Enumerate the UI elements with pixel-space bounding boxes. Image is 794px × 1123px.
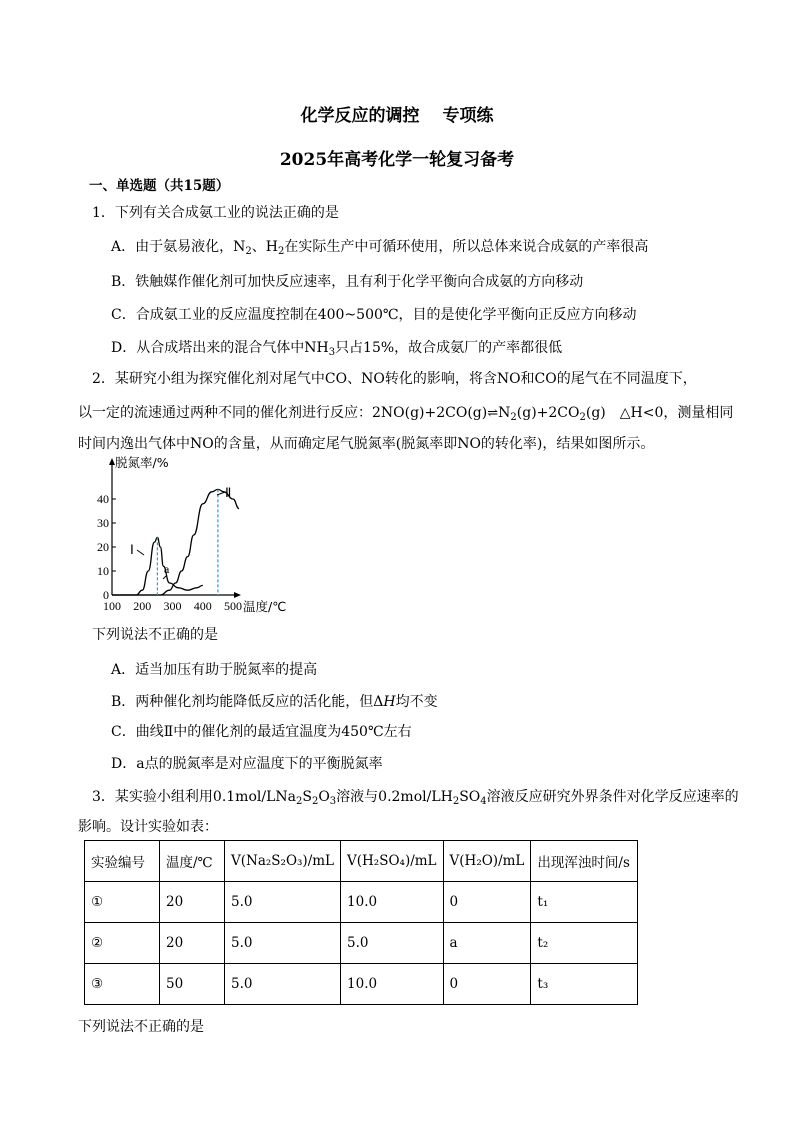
table-cell: t₃ [531,964,638,1005]
table-cell: t₂ [531,923,638,964]
q1-option-b: B．铁触媒作催化剂可加快反应速率，且有利于化学平衡向合成氨的方向移动 [111,274,584,290]
subscript: 2 [295,796,303,807]
table-cell: 20 [160,882,225,923]
table-cell: 0 [443,882,531,923]
section-heading: 一、单选题（共15题） [89,178,230,194]
page-title: 化学反应的调控 专项练 [300,106,494,126]
q2-prompt: 下列说法不正确的是 [92,627,218,643]
series-label-1: Ⅰ [130,542,134,557]
x-tick-label: 100 [103,599,121,613]
q1-option-d-text: D．从合成塔出来的混合气体中NH [111,340,329,356]
q2-line2-text: (g)+2CO [516,405,580,421]
q2-line2-text: N [498,405,511,421]
table-row [85,964,638,1005]
q3-line1-text: O [318,789,330,805]
table-cell: ② [85,923,160,964]
subscript: 2 [311,796,319,807]
y-tick-label: 10 [97,564,109,578]
series-label-2: Ⅱ [225,485,232,500]
table-cell: a [443,923,531,964]
equilibrium-arrow-icon: ⇌ [487,406,499,421]
subscript: 4 [480,796,487,807]
q2-option-b-text: H [383,694,396,710]
point-a-label: a [164,562,170,576]
subscript: 2 [510,412,517,423]
table-row [85,923,638,964]
table-cell: 10.0 [341,964,444,1005]
table-cell: 0 [443,964,531,1005]
table-header-cell: 出现浑浊时间/s [531,841,638,882]
table-row [85,882,638,923]
table-cell: 5.0 [225,923,341,964]
q3-prompt: 下列说法不正确的是 [78,1019,204,1035]
denitrification-chart [95,456,295,616]
table-cell: 5.0 [225,882,341,923]
q2-option-d: D．a点的脱氮率是对应温度下的平衡脱氮率 [111,756,383,772]
table-cell: t₁ [531,882,638,923]
q2-option-c: C．曲线Ⅱ中的催化剂的最适宜温度为450℃左右 [111,724,412,740]
q2-option-b-text: 均不变 [395,694,438,710]
q2-stem-line1: 2．某研究小组为探究催化剂对尾气中CO、NO转化的影响，将含NO和CO的尾气在不同温度下， [92,371,697,387]
table-header-cell: 实验编号 [85,841,160,882]
x-tick-label: 200 [133,599,152,613]
table-header-row [85,841,638,882]
q3-stem-line1 [92,788,739,806]
q3-line1-text: 3．某实验小组利用0.1mol/LNa [92,789,296,805]
subscript: 2 [245,246,252,257]
subscript: 3 [328,347,336,358]
subscript: 2 [452,796,460,807]
y-tick-label: 30 [97,516,109,530]
q2-line2-text: 以一定的流速通过两种不同的催化剂进行反应：2NO(g)+2CO(g) [78,405,488,421]
x-tick-label: 300 [163,599,182,613]
table-cell: ① [85,882,160,923]
page-subtitle: 2025年高考化学一轮复习备考 [279,150,515,170]
subscript: 2 [277,246,285,257]
q2-option-a: A．适当加压有助于脱氮率的提高 [111,662,318,678]
x-axis-arrow-icon [234,592,241,598]
series-curve-1 [112,537,203,595]
q3-stem-line2: 影响。设计实验如表： [78,819,218,835]
table-cell: 20 [160,923,225,964]
experiment-table [84,840,638,1005]
table-header-cell: V(H₂SO₄)/mL [341,841,444,882]
y-axis-label: 脱氮率/% [115,456,169,470]
table-header-cell: V(H₂O)/mL [443,841,531,882]
y-tick-label: 20 [97,540,109,554]
q2-stem-line3: 时间内逸出气体中NO的含量，从而确定尾气脱氮率(脱氮率即NO的转化率)，结果如图所示。 [78,436,655,452]
y-tick-label: 0 [103,588,109,602]
q1-option-a-text: 在实际生产中可循环使用，所以总体来说合成氨的产率很高 [284,239,649,255]
q3-line1-text: 溶液反应研究外界条件对化学反应速率的 [486,789,739,805]
q3-line1-text: SO [459,789,481,805]
q1-option-a-text: A．由于氨易液化，N [111,239,246,255]
q3-line1-text: S [302,789,312,805]
q1-option-c: C．合成氨工业的反应温度控制在400~500℃，目的是使化学平衡向正反应方向移动 [111,307,637,323]
series-label-2-pointer [217,492,225,495]
q1-stem: 1．下列有关合成氨工业的说法正确的是 [92,205,339,221]
table-header-cell: V(Na₂S₂O₃)/mL [225,841,341,882]
subscript: 3 [329,796,337,807]
point-a-pointer [163,576,166,579]
x-axis-label: 温度/℃ [243,599,287,614]
table-cell: 5.0 [225,964,341,1005]
q2-stem-line2 [78,404,733,423]
q2-line2-text: (g) △H<0，测量相同 [585,405,734,421]
table-cell: 5.0 [341,923,444,964]
table-cell: 50 [160,964,225,1005]
series-label-1-pointer [137,550,144,555]
q1-option-a-text: 、H [251,239,278,255]
table-cell: ③ [85,964,160,1005]
table-cell: 10.0 [341,882,444,923]
q1-option-d-text: 只占15%，故合成氨厂的产率都很低 [335,340,563,356]
q3-line1-text: 溶液与0.2mol/LH [336,789,453,805]
x-tick-label: 400 [193,599,212,613]
table-header-cell: 温度/℃ [160,841,225,882]
x-tick-label: 500 [224,599,242,613]
q1-option-a [111,238,648,256]
subscript: 2 [579,412,586,423]
q1-option-d [111,339,562,357]
q2-option-b-text: B．两种催化剂均能降低反应的活化能，但Δ [111,694,384,710]
y-tick-label: 40 [97,492,109,506]
q2-option-b [111,693,438,711]
